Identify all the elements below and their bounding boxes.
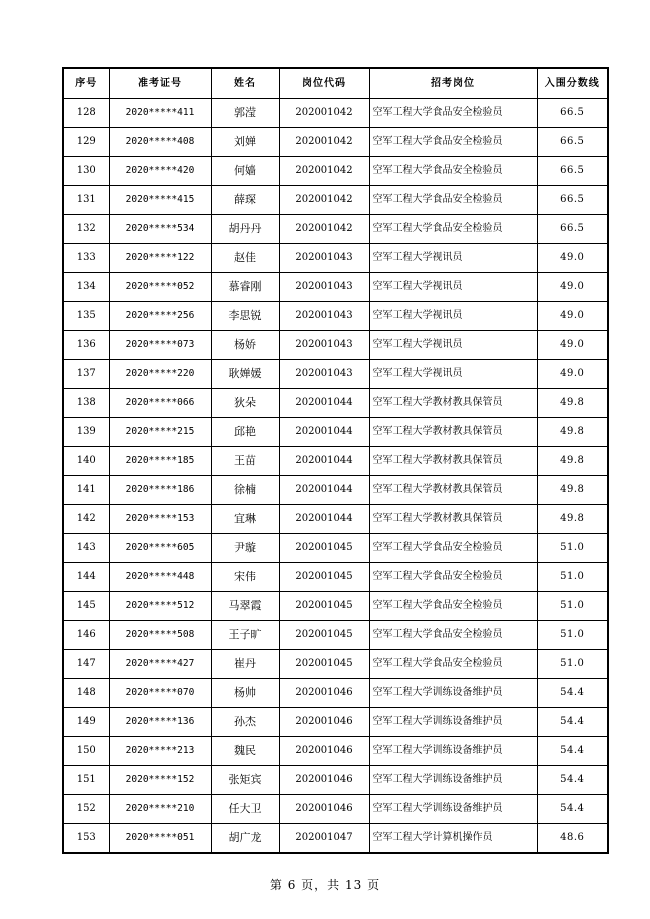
cell-score: 54.4 bbox=[537, 708, 608, 737]
cell-exam-id: 2020*****215 bbox=[109, 418, 211, 447]
cell-score: 54.4 bbox=[537, 679, 608, 708]
cell-position: 空军工程大学计算机操作员 bbox=[369, 824, 537, 854]
cell-score: 49.8 bbox=[537, 447, 608, 476]
table-row bbox=[63, 824, 608, 854]
cell-seq: 146 bbox=[63, 621, 109, 650]
cell-name: 狄朵 bbox=[211, 389, 279, 418]
cell-post-code: 202001045 bbox=[279, 563, 369, 592]
results-table bbox=[62, 67, 609, 854]
cell-post-code: 202001046 bbox=[279, 737, 369, 766]
table-row bbox=[63, 128, 608, 157]
cell-post-code: 202001046 bbox=[279, 708, 369, 737]
cell-post-code: 202001046 bbox=[279, 766, 369, 795]
cell-post-code: 202001046 bbox=[279, 679, 369, 708]
cell-position: 空军工程大学食品安全检验员 bbox=[369, 621, 537, 650]
cell-post-code: 202001044 bbox=[279, 418, 369, 447]
cell-position: 空军工程大学视讯员 bbox=[369, 331, 537, 360]
cell-name: 郭滢 bbox=[211, 99, 279, 128]
cell-score: 49.0 bbox=[537, 302, 608, 331]
table-row bbox=[63, 679, 608, 708]
cell-position: 空军工程大学训练设备维护员 bbox=[369, 737, 537, 766]
cell-position: 空军工程大学视讯员 bbox=[369, 302, 537, 331]
cell-name: 任大卫 bbox=[211, 795, 279, 824]
cell-exam-id: 2020*****186 bbox=[109, 476, 211, 505]
cell-score: 54.4 bbox=[537, 766, 608, 795]
cell-position: 空军工程大学视讯员 bbox=[369, 273, 537, 302]
cell-exam-id: 2020*****185 bbox=[109, 447, 211, 476]
cell-name: 邱艳 bbox=[211, 418, 279, 447]
cell-post-code: 202001043 bbox=[279, 273, 369, 302]
header-seq: 序号 bbox=[63, 68, 109, 99]
cell-seq: 149 bbox=[63, 708, 109, 737]
table-body bbox=[63, 99, 608, 854]
cell-name: 杨娇 bbox=[211, 331, 279, 360]
results-sheet bbox=[62, 67, 600, 854]
cell-score: 66.5 bbox=[537, 128, 608, 157]
cell-name: 尹璇 bbox=[211, 534, 279, 563]
cell-score: 54.4 bbox=[537, 795, 608, 824]
table-row bbox=[63, 563, 608, 592]
header-name: 姓名 bbox=[211, 68, 279, 99]
cell-exam-id: 2020*****220 bbox=[109, 360, 211, 389]
cell-seq: 130 bbox=[63, 157, 109, 186]
cell-position: 空军工程大学食品安全检验员 bbox=[369, 592, 537, 621]
cell-name: 崔丹 bbox=[211, 650, 279, 679]
cell-position: 空军工程大学教材教具保管员 bbox=[369, 447, 537, 476]
cell-score: 49.0 bbox=[537, 244, 608, 273]
cell-post-code: 202001042 bbox=[279, 186, 369, 215]
table-row bbox=[63, 708, 608, 737]
table-row bbox=[63, 766, 608, 795]
cell-score: 66.5 bbox=[537, 157, 608, 186]
cell-name: 李思锐 bbox=[211, 302, 279, 331]
header-post-code: 岗位代码 bbox=[279, 68, 369, 99]
cell-seq: 139 bbox=[63, 418, 109, 447]
cell-score: 49.8 bbox=[537, 476, 608, 505]
table-row bbox=[63, 273, 608, 302]
cell-seq: 131 bbox=[63, 186, 109, 215]
cell-post-code: 202001042 bbox=[279, 215, 369, 244]
cell-position: 空军工程大学教材教具保管员 bbox=[369, 505, 537, 534]
cell-position: 空军工程大学教材教具保管员 bbox=[369, 418, 537, 447]
table-row bbox=[63, 737, 608, 766]
table-row bbox=[63, 302, 608, 331]
cell-post-code: 202001045 bbox=[279, 650, 369, 679]
table-row bbox=[63, 389, 608, 418]
cell-score: 49.0 bbox=[537, 331, 608, 360]
cell-score: 49.0 bbox=[537, 360, 608, 389]
cell-seq: 137 bbox=[63, 360, 109, 389]
cell-exam-id: 2020*****605 bbox=[109, 534, 211, 563]
cell-name: 孙杰 bbox=[211, 708, 279, 737]
cell-name: 宋伟 bbox=[211, 563, 279, 592]
cell-seq: 145 bbox=[63, 592, 109, 621]
cell-seq: 142 bbox=[63, 505, 109, 534]
cell-name: 耿婵媛 bbox=[211, 360, 279, 389]
cell-score: 51.0 bbox=[537, 621, 608, 650]
cell-name: 王子旷 bbox=[211, 621, 279, 650]
cell-post-code: 202001044 bbox=[279, 505, 369, 534]
cell-name: 宜琳 bbox=[211, 505, 279, 534]
cell-position: 空军工程大学食品安全检验员 bbox=[369, 534, 537, 563]
cell-seq: 144 bbox=[63, 563, 109, 592]
cell-post-code: 202001043 bbox=[279, 360, 369, 389]
cell-post-code: 202001045 bbox=[279, 592, 369, 621]
cell-position: 空军工程大学训练设备维护员 bbox=[369, 766, 537, 795]
cell-position: 空军工程大学食品安全检验员 bbox=[369, 99, 537, 128]
cell-exam-id: 2020*****256 bbox=[109, 302, 211, 331]
cell-post-code: 202001043 bbox=[279, 244, 369, 273]
cell-name: 胡丹丹 bbox=[211, 215, 279, 244]
table-row bbox=[63, 795, 608, 824]
cell-post-code: 202001042 bbox=[279, 157, 369, 186]
cell-position: 空军工程大学教材教具保管员 bbox=[369, 389, 537, 418]
table-row bbox=[63, 186, 608, 215]
cell-name: 杨帅 bbox=[211, 679, 279, 708]
cell-name: 马翠霞 bbox=[211, 592, 279, 621]
cell-post-code: 202001046 bbox=[279, 795, 369, 824]
cell-seq: 128 bbox=[63, 99, 109, 128]
cell-post-code: 202001047 bbox=[279, 824, 369, 854]
cell-exam-id: 2020*****070 bbox=[109, 679, 211, 708]
cell-exam-id: 2020*****415 bbox=[109, 186, 211, 215]
cell-score: 51.0 bbox=[537, 592, 608, 621]
cell-exam-id: 2020*****152 bbox=[109, 766, 211, 795]
cell-score: 66.5 bbox=[537, 99, 608, 128]
table-row bbox=[63, 418, 608, 447]
cell-position: 空军工程大学训练设备维护员 bbox=[369, 795, 537, 824]
table-row bbox=[63, 505, 608, 534]
table-row bbox=[63, 99, 608, 128]
table-row bbox=[63, 650, 608, 679]
cell-position: 空军工程大学训练设备维护员 bbox=[369, 708, 537, 737]
cell-exam-id: 2020*****448 bbox=[109, 563, 211, 592]
header-exam-id: 准考证号 bbox=[109, 68, 211, 99]
cell-score: 49.0 bbox=[537, 273, 608, 302]
cell-exam-id: 2020*****420 bbox=[109, 157, 211, 186]
cell-score: 66.5 bbox=[537, 215, 608, 244]
cell-exam-id: 2020*****508 bbox=[109, 621, 211, 650]
cell-exam-id: 2020*****213 bbox=[109, 737, 211, 766]
cell-score: 51.0 bbox=[537, 650, 608, 679]
cell-name: 胡广龙 bbox=[211, 824, 279, 854]
cell-exam-id: 2020*****073 bbox=[109, 331, 211, 360]
cell-post-code: 202001044 bbox=[279, 389, 369, 418]
table-row bbox=[63, 447, 608, 476]
table-row bbox=[63, 215, 608, 244]
cell-post-code: 202001045 bbox=[279, 534, 369, 563]
cell-position: 空军工程大学食品安全检验员 bbox=[369, 157, 537, 186]
cell-exam-id: 2020*****210 bbox=[109, 795, 211, 824]
cell-seq: 153 bbox=[63, 824, 109, 854]
cell-name: 魏民 bbox=[211, 737, 279, 766]
cell-seq: 152 bbox=[63, 795, 109, 824]
cell-post-code: 202001043 bbox=[279, 331, 369, 360]
cell-position: 空军工程大学训练设备维护员 bbox=[369, 679, 537, 708]
cell-seq: 133 bbox=[63, 244, 109, 273]
table-row bbox=[63, 592, 608, 621]
cell-seq: 136 bbox=[63, 331, 109, 360]
header-position: 招考岗位 bbox=[369, 68, 537, 99]
cell-score: 54.4 bbox=[537, 737, 608, 766]
cell-exam-id: 2020*****051 bbox=[109, 824, 211, 854]
cell-post-code: 202001045 bbox=[279, 621, 369, 650]
cell-exam-id: 2020*****052 bbox=[109, 273, 211, 302]
cell-seq: 134 bbox=[63, 273, 109, 302]
cell-score: 49.8 bbox=[537, 418, 608, 447]
cell-position: 空军工程大学食品安全检验员 bbox=[369, 186, 537, 215]
cell-name: 何嫱 bbox=[211, 157, 279, 186]
cell-name: 徐楠 bbox=[211, 476, 279, 505]
cell-post-code: 202001042 bbox=[279, 128, 369, 157]
cell-seq: 143 bbox=[63, 534, 109, 563]
cell-seq: 135 bbox=[63, 302, 109, 331]
cell-score: 49.8 bbox=[537, 505, 608, 534]
cell-score: 51.0 bbox=[537, 563, 608, 592]
cell-position: 空军工程大学教材教具保管员 bbox=[369, 476, 537, 505]
table-row bbox=[63, 621, 608, 650]
cell-name: 赵佳 bbox=[211, 244, 279, 273]
cell-score: 66.5 bbox=[537, 186, 608, 215]
cell-post-code: 202001044 bbox=[279, 476, 369, 505]
cell-exam-id: 2020*****411 bbox=[109, 99, 211, 128]
cell-exam-id: 2020*****512 bbox=[109, 592, 211, 621]
table-row bbox=[63, 331, 608, 360]
cell-name: 王苗 bbox=[211, 447, 279, 476]
cell-seq: 138 bbox=[63, 389, 109, 418]
cell-score: 49.8 bbox=[537, 389, 608, 418]
cell-seq: 148 bbox=[63, 679, 109, 708]
cell-position: 空军工程大学视讯员 bbox=[369, 244, 537, 273]
cell-seq: 141 bbox=[63, 476, 109, 505]
table-row bbox=[63, 360, 608, 389]
cell-post-code: 202001042 bbox=[279, 99, 369, 128]
cell-score: 48.6 bbox=[537, 824, 608, 854]
cell-name: 慕睿刚 bbox=[211, 273, 279, 302]
table-row bbox=[63, 244, 608, 273]
table-header-row bbox=[63, 68, 608, 99]
table-row bbox=[63, 157, 608, 186]
cell-seq: 151 bbox=[63, 766, 109, 795]
cell-exam-id: 2020*****136 bbox=[109, 708, 211, 737]
cell-seq: 132 bbox=[63, 215, 109, 244]
cell-score: 51.0 bbox=[537, 534, 608, 563]
cell-exam-id: 2020*****066 bbox=[109, 389, 211, 418]
cell-position: 空军工程大学食品安全检验员 bbox=[369, 215, 537, 244]
cell-post-code: 202001043 bbox=[279, 302, 369, 331]
cell-exam-id: 2020*****408 bbox=[109, 128, 211, 157]
cell-name: 张矩宾 bbox=[211, 766, 279, 795]
cell-post-code: 202001044 bbox=[279, 447, 369, 476]
cell-exam-id: 2020*****153 bbox=[109, 505, 211, 534]
cell-position: 空军工程大学食品安全检验员 bbox=[369, 650, 537, 679]
header-score: 入围分数线 bbox=[537, 68, 608, 99]
page-number: 第 6 页，共 13 页 bbox=[269, 878, 381, 892]
cell-name: 薛琛 bbox=[211, 186, 279, 215]
cell-seq: 147 bbox=[63, 650, 109, 679]
cell-position: 空军工程大学视讯员 bbox=[369, 360, 537, 389]
cell-exam-id: 2020*****427 bbox=[109, 650, 211, 679]
cell-position: 空军工程大学食品安全检验员 bbox=[369, 128, 537, 157]
cell-seq: 150 bbox=[63, 737, 109, 766]
cell-name: 刘婵 bbox=[211, 128, 279, 157]
cell-exam-id: 2020*****534 bbox=[109, 215, 211, 244]
cell-exam-id: 2020*****122 bbox=[109, 244, 211, 273]
table-row bbox=[63, 476, 608, 505]
cell-seq: 140 bbox=[63, 447, 109, 476]
table-row bbox=[63, 534, 608, 563]
cell-position: 空军工程大学食品安全检验员 bbox=[369, 563, 537, 592]
cell-seq: 129 bbox=[63, 128, 109, 157]
